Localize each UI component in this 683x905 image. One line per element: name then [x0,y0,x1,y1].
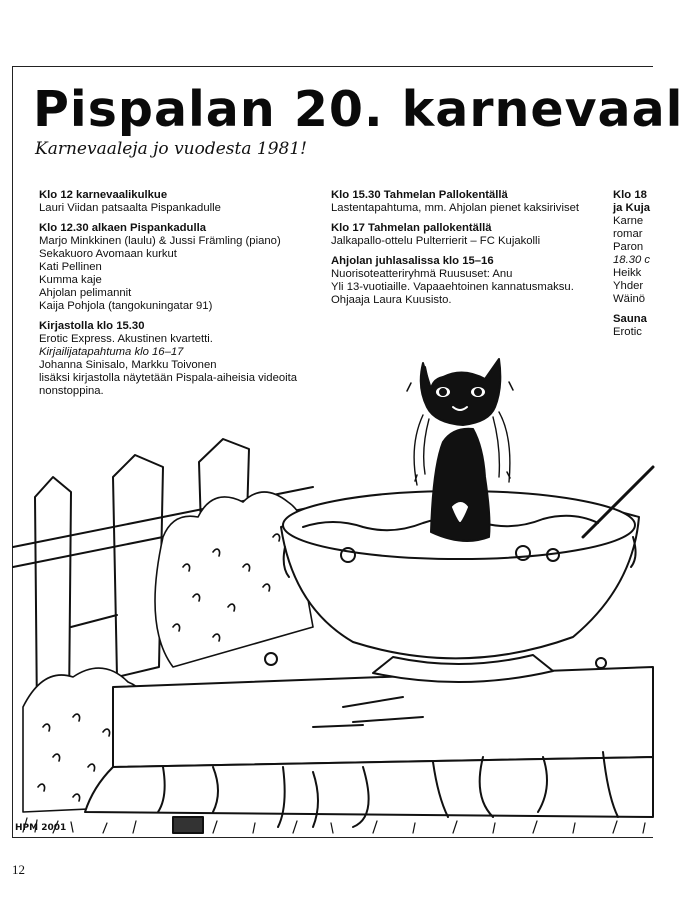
schedule-line: Erotic [613,326,642,338]
schedule-heading: ja Kuja [613,202,651,214]
schedule-line: lisäksi kirjastolla näytetään Pispala-aiheisia videoita [39,372,298,384]
schedule-heading: Sauna [613,313,647,325]
schedule-line: Sekakuoro Avomaan kurkut [39,248,177,260]
schedule-line: Karne [613,215,644,227]
schedule-line: Lastentapahtuma, mm. Ahjolan pienet kaksiriviset [331,202,580,214]
schedule-line: Jalkapallo-ottelu Pulterrierit – FC Kujakolli [331,235,541,247]
page-title: Pispalan 20. karnevaal [33,81,683,138]
schedule-heading: Ahjolan juhlasalissa klo 15–16 [331,255,494,267]
schedule-heading: Klo 15.30 Tahmelan Pallokentällä [331,189,508,201]
cat-in-punch-bowl-illustration [13,67,653,837]
schedule-line: Lauri Viidan patsaalta Pispankadulle [39,202,221,214]
schedule-line: Erotic Express. Akustinen kvartetti. [39,333,213,345]
artist-signature: HPM 2001 [15,823,67,833]
schedule-line: Kumma kaje [39,274,102,286]
schedule-heading: Klo 18 [613,189,647,201]
page-subtitle: Karnevaaleja jo vuodesta 1981! [35,139,307,159]
schedule-line: Kirjailijatapahtuma klo 16–17 [39,346,184,358]
schedule-line: romar [613,228,643,240]
schedule-line: Heikk [613,267,642,279]
poster-frame [12,66,683,838]
schedule-line: Paron [613,241,644,253]
schedule-line: Ahjolan pelimannit [39,287,132,299]
schedule-line: Marjo Minkkinen (laulu) & Jussi Främling (piano) [39,235,281,247]
schedule-line: Kati Pellinen [39,261,102,273]
grass-drawing [23,818,645,833]
schedule-line: Yli 13-vuotiaille. Vapaaehtoinen kannatusmaksu. [331,281,574,293]
page-number: 12 [12,862,25,877]
schedule-heading: Kirjastolla klo 15.30 [39,320,145,332]
schedule-heading: Klo 12 karnevaalikulkue [39,189,168,201]
schedule-line: 18.30 c [613,254,651,266]
schedule-heading: Klo 17 Tahmelan pallokentällä [331,222,492,234]
schedule-line: Yhder [613,280,644,292]
table-drawing [85,653,653,833]
schedule-line: Ohjaaja Laura Kuusisto. [331,294,452,306]
schedule-line: Johanna Sinisalo, Markku Toivonen [39,359,217,371]
schedule-line: Wäinö [613,293,646,305]
schedule-line: Nuorisoteatteriryhmä Ruususet: Anu [331,268,513,280]
schedule-line: Kaija Pohjola (tangokuningatar 91) [39,300,213,312]
schedule-heading: Klo 12.30 alkaen Pispankadulla [39,222,207,234]
schedule-line: nonstoppina. [39,385,104,397]
